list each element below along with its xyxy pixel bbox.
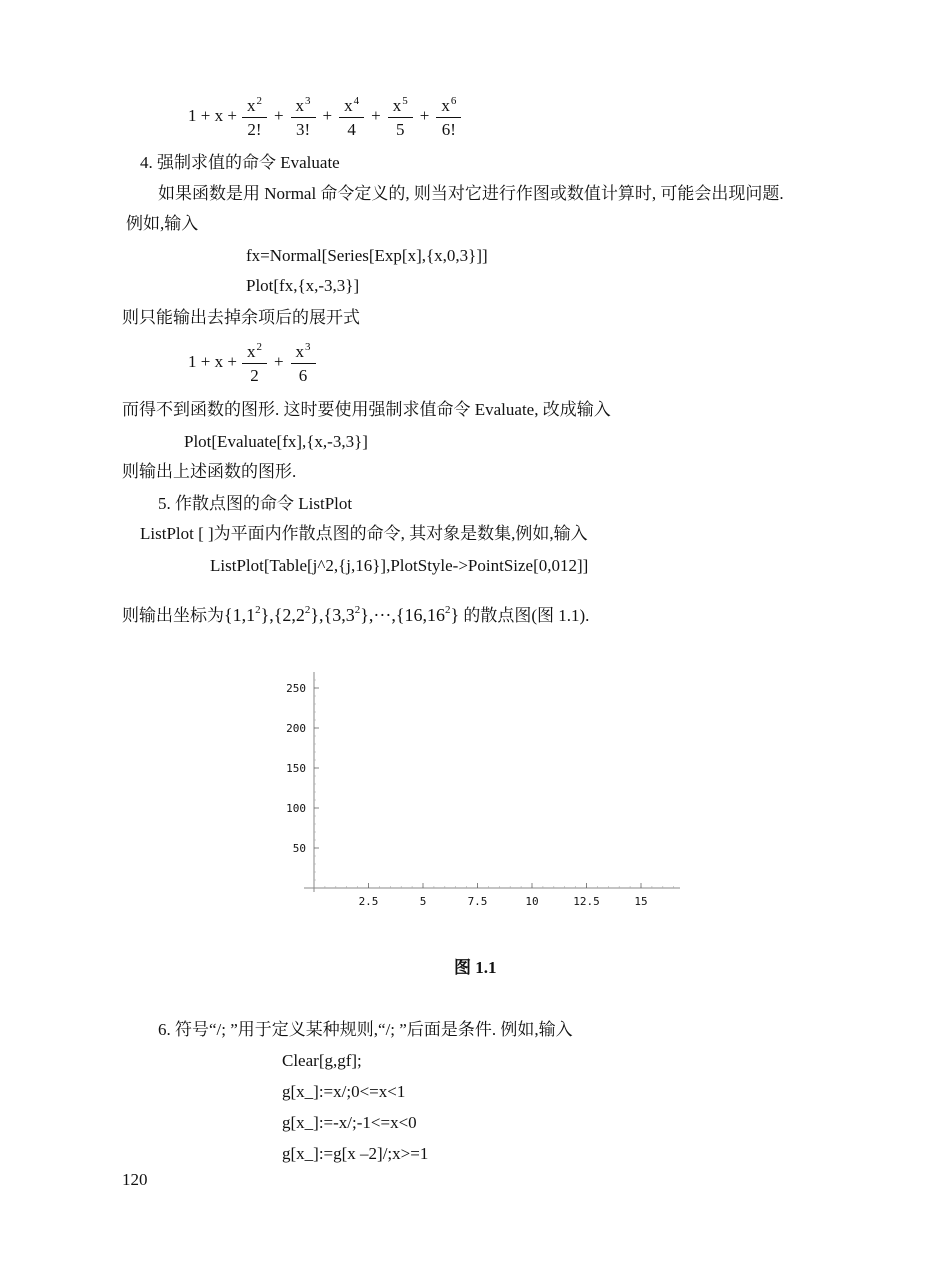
data-point xyxy=(531,807,532,808)
code-line: Plot[fx,{x,-3,3}] xyxy=(246,276,360,295)
section4-heading: 4. 强制求值的命令 Evaluate xyxy=(140,153,340,172)
point-set-notation: $\{1,1^2\},\{2,2^2\},\{3,3^2\},\cdot\cdot\cdot,\{16,16^2\}$ xyxy=(224,604,460,625)
x-tick-label: 12.5 xyxy=(573,895,600,908)
section4-result: 则输出上述函数的图形. xyxy=(122,462,297,481)
y-tick-label: 150 xyxy=(286,762,306,775)
fraction-term: $\frac{x^3}{3!}$ xyxy=(291,92,316,139)
y-tick-label: 100 xyxy=(286,802,306,815)
truncated-series-formula: 1 + x + $\frac{x^2}{2}$ + $\frac{x^3}{6}$ xyxy=(186,338,319,385)
fraction-term: $\frac{x^6}{6!}$ xyxy=(436,92,461,139)
code-line: g[x_]:=-x/;-1<=x<0 xyxy=(282,1113,417,1132)
section5-heading: 5. 作散点图的命令 ListPlot xyxy=(158,494,353,513)
series-formula: 1 + x + $\frac{x^2}{2!}$ + $\frac{x^3}{3!}$ + $\frac{x^4}{4}$ + $\frac{x^5}{5}$ + $\frac{x^6}{6!}$ xyxy=(186,92,464,139)
code-line: Clear[g,gf]; xyxy=(282,1051,362,1070)
section4-paragraph2: 而得不到函数的图形. 这时要使用强制求值命令 Evaluate, 改成输入 xyxy=(122,400,611,419)
code-line: ListPlot[Table[j^2,{j,16}],PlotStyle->PointSize[0,012]] xyxy=(210,556,589,575)
section4-paragraph-line2: 例如,输入 xyxy=(126,214,199,233)
formula-lead: 1 + x + xyxy=(188,105,237,125)
section5-paragraph: ListPlot [ ]为平面内作散点图的命令, 其对象是数集,例如,输入 xyxy=(140,524,588,543)
fraction-term: $\frac{x^4}{4}$ xyxy=(339,92,364,139)
data-point xyxy=(444,859,445,860)
y-tick-label: 200 xyxy=(286,722,306,735)
y-tick-label: 50 xyxy=(292,842,306,855)
data-point xyxy=(510,823,511,824)
data-point xyxy=(553,791,554,792)
x-tick-label: 10 xyxy=(525,895,539,908)
data-point xyxy=(640,707,641,708)
data-point xyxy=(619,731,620,732)
figure-caption: 图 1.1 xyxy=(454,958,497,977)
code-line: Plot[Evaluate[fx],{x,-3,3}] xyxy=(184,432,368,451)
data-point xyxy=(335,887,336,888)
x-tick-label: 2.5 xyxy=(358,895,379,908)
code-line: fx=Normal[Series[Exp[x],{x,0,3}]] xyxy=(246,246,488,265)
x-tick-label: 7.5 xyxy=(467,895,488,908)
data-point xyxy=(597,752,598,753)
section6-heading: 6. 符号“/; ”用于定义某种规则,“/; ”后面是条件. 例如,输入 xyxy=(158,1020,573,1039)
data-point xyxy=(422,867,423,868)
scatter-plot xyxy=(270,660,680,920)
code-line: g[x_]:=g[x –2]/;x>=1 xyxy=(282,1144,429,1163)
x-tick-label: 15 xyxy=(634,895,648,908)
y-tick-label: 250 xyxy=(286,682,306,695)
section5-output-line: 则输出坐标为$\{1,1^2\},\{2,2^2\},\{3,3^2\},\cdot\cdot\cdot,\{16,16^2\}$ 的散点图(图 1.1). xyxy=(122,604,590,625)
data-point xyxy=(466,848,467,849)
data-point xyxy=(401,875,402,876)
data-point xyxy=(357,884,358,885)
section4-after-code: 则只能输出去掉余项后的展开式 xyxy=(122,308,360,327)
section4-paragraph-line1: 如果函数是用 Normal 命令定义的, 则当对它进行作图或数值计算时, 可能会出现问题. xyxy=(158,184,784,203)
code-line: g[x_]:=x/;0<=x<1 xyxy=(282,1082,406,1101)
data-point xyxy=(575,772,576,773)
x-tick-label: 5 xyxy=(419,895,427,908)
fraction-term: $\frac{x^2}{2!}$ xyxy=(242,92,267,139)
fraction-term: $\frac{x^2}{2}$ xyxy=(242,338,267,385)
data-point xyxy=(488,836,489,837)
data-point xyxy=(662,683,663,684)
data-point xyxy=(379,880,380,881)
fraction-term: $\frac{x^5}{5}$ xyxy=(388,92,413,139)
page-number: 120 xyxy=(122,1170,148,1189)
fraction-term: $\frac{x^3}{6}$ xyxy=(291,338,316,385)
